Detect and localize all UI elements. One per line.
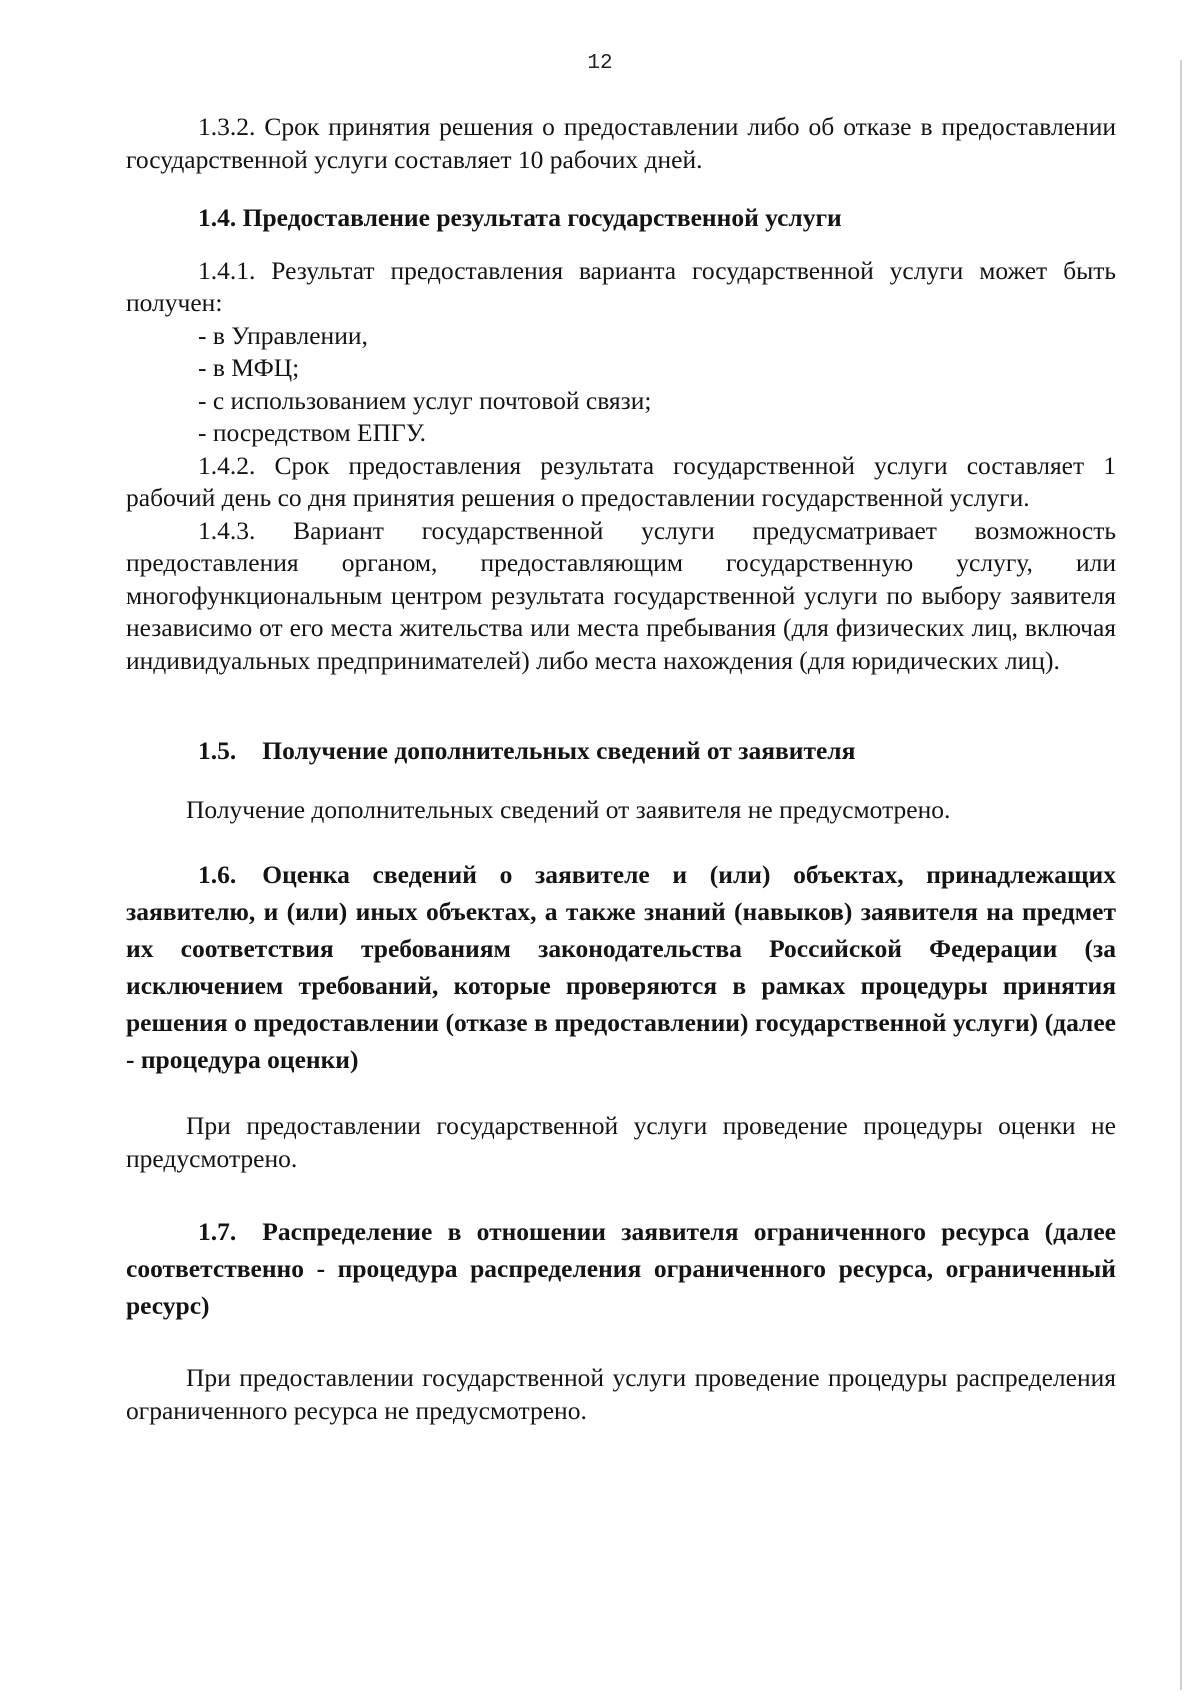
heading-1-7-text: Распределение в отношении заявителя ограниченного ресурса (далее соответственно - процедура распределения ограниченного ресурса, ограниченный ресурс) [126,1217,1116,1320]
heading-1-7-number: 1.7. [198,1217,237,1246]
heading-1-6-number: 1.6. [198,860,237,889]
document-body [126,111,1116,1427]
list-item: - с использованием услуг почтовой связи; [198,385,652,415]
paragraph-1-5: Получение дополнительных сведений от заявителя не предусмотрено. [186,794,951,824]
page-number: 12 [587,52,613,75]
paragraph-1-7: При предоставлении государственной услуги проведение процедуры распределения ограниченного ресурса не предусмотрено. [126,1363,1116,1425]
result-channels-list [126,320,1116,450]
heading-1-5-number: 1.5. [198,736,237,765]
paragraph-1-4-2: 1.4.2. Срок предоставления результата государственной услуги составляет 1 рабочий день со дня принятия решения о предоставлении государственной услуги. [126,450,1116,512]
paragraph-1-6: При предоставлении государственной услуги проведение процедуры оценки не предусмотрено. [126,1111,1116,1173]
paragraph-1-4-1: 1.4.1. Результат предоставления варианта государственной услуги может быть получен: [126,255,1116,317]
heading-1-6-text: Оценка сведений о заявителе и (или) объектах, принадлежащих заявителю, и (или) иных объектах, а также знаний (навыков) заявителя на предмет их соответствия требованиям законодательства Российской Федерации (за исключением требований, которые проверяются в рамках процедуры принятия решения о предоставлении (отказе в предоставлении) государственной услуги) (далее - процедура оценки) [126,860,1116,1074]
list-item: - посредством ЕПГУ. [198,418,427,447]
page-edge-line [1180,60,1182,1690]
heading-1-6 [126,856,1116,1078]
paragraph-1-3-2: 1.3.2. Срок принятия решения о предоставлении либо об отказе в предоставлении государственной услуги составляет 10 рабочих дней. [126,112,1116,174]
heading-1-7 [126,1213,1116,1324]
heading-1-5 [126,735,1116,768]
list-item: - в МФЦ; [198,353,300,382]
paragraph-1-4-3: 1.4.3. Вариант государственной услуги предусматривает возможность предоставления органом, предоставляющим государственную услугу, или многофункциональным центром результата государственной услуги по выбору заявителя независимо от его места жительства или места пребывания (для физических лиц, включая индивидуальных предпринимателей) либо места нахождения (для юридических лиц). [126,515,1116,675]
list-item: - в Управлении, [198,320,368,350]
heading-1-4: 1.4. Предоставление результата государственной услуги [198,203,842,232]
heading-1-5-text: Получение дополнительных сведений от заявителя [262,736,856,765]
